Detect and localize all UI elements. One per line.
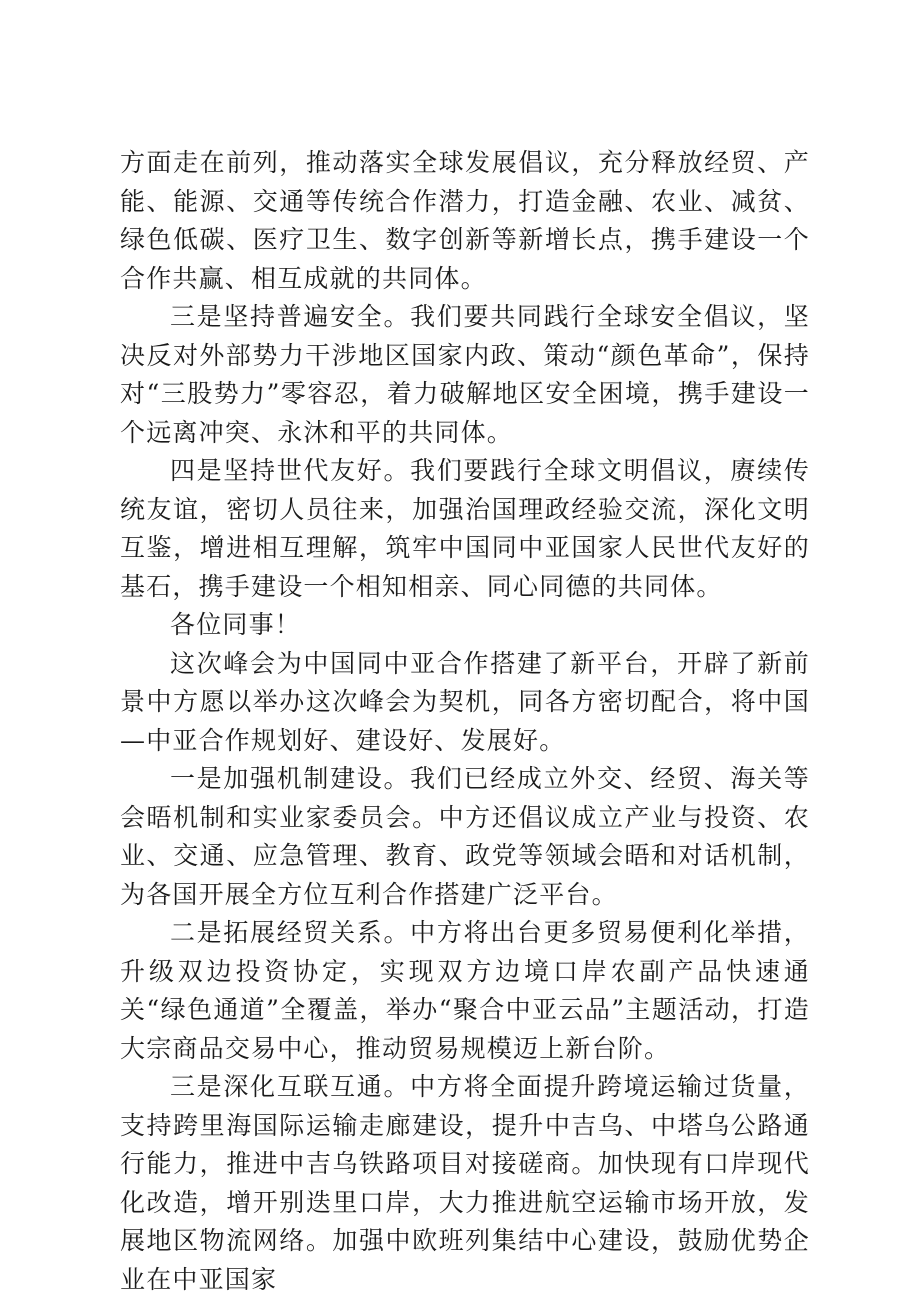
paragraph-6: 一是加强机制建设。我们已经成立外交、经贸、海关等会晤机制和实业家委员会。中方还倡议成立产业与投资、农业、交通、应急管理、教育、政党等领域会晤和对话机制，为各国开展全方位互利合作搭建广泛平台。 [120, 764, 810, 909]
paragraph-2: 三是坚持普遍安全。我们要共同践行全球安全倡议，坚决反对外部势力干涉地区国家内政、策动“颜色革命”，保持对“三股势力”零容忍，着力破解地区安全困境，携手建设一个远离冲突、永沐和平的共同体。 [120, 302, 810, 447]
paragraph-7: 二是拓展经贸关系。中方将出台更多贸易便利化举措，升级双边投资协定，实现双方边境口岸农副产品快速通关“绿色通道”全覆盖，举办“聚合中亚云品”主题活动，打造大宗商品交易中心，推动贸易规模迈上新台阶。 [120, 918, 810, 1063]
paragraph-8: 三是深化互联互通。中方将全面提升跨境运输过货量，支持跨里海国际运输走廊建设，提升中吉乌、中塔乌公路通行能力，推进中吉乌铁路项目对接磋商。加快现有口岸现代化改造，增开别迭里口岸，大力推进航空运输市场开放，发展地区物流网络。加强中欧班列集结中心建设，鼓励优势企业在中亚国家 [120, 1072, 810, 1294]
paragraph-1: 方面走在前列，推动落实全球发展倡议，充分释放经贸、产能、能源、交通等传统合作潜力，打造金融、农业、减贫、绿色低碳、医疗卫生、数字创新等新增长点，携手建设一个合作共赢、相互成就的共同体。 [120, 148, 810, 293]
paragraph-3: 四是坚持世代友好。我们要践行全球文明倡议，赓续传统友谊，密切人员往来，加强治国理政经验交流，深化文明互鉴，增进相互理解，筑牢中国同中亚国家人民世代友好的基石，携手建设一个相知相亲、同心同德的共同体。 [120, 456, 810, 601]
paragraph-5: 这次峰会为中国同中亚合作搭建了新平台，开辟了新前景中方愿以举办这次峰会为契机，同各方密切配合，将中国—中亚合作规划好、建设好、发展好。 [120, 648, 810, 755]
paragraph-4: 各位同事！ [170, 610, 302, 639]
document-body [120, 144, 810, 1299]
